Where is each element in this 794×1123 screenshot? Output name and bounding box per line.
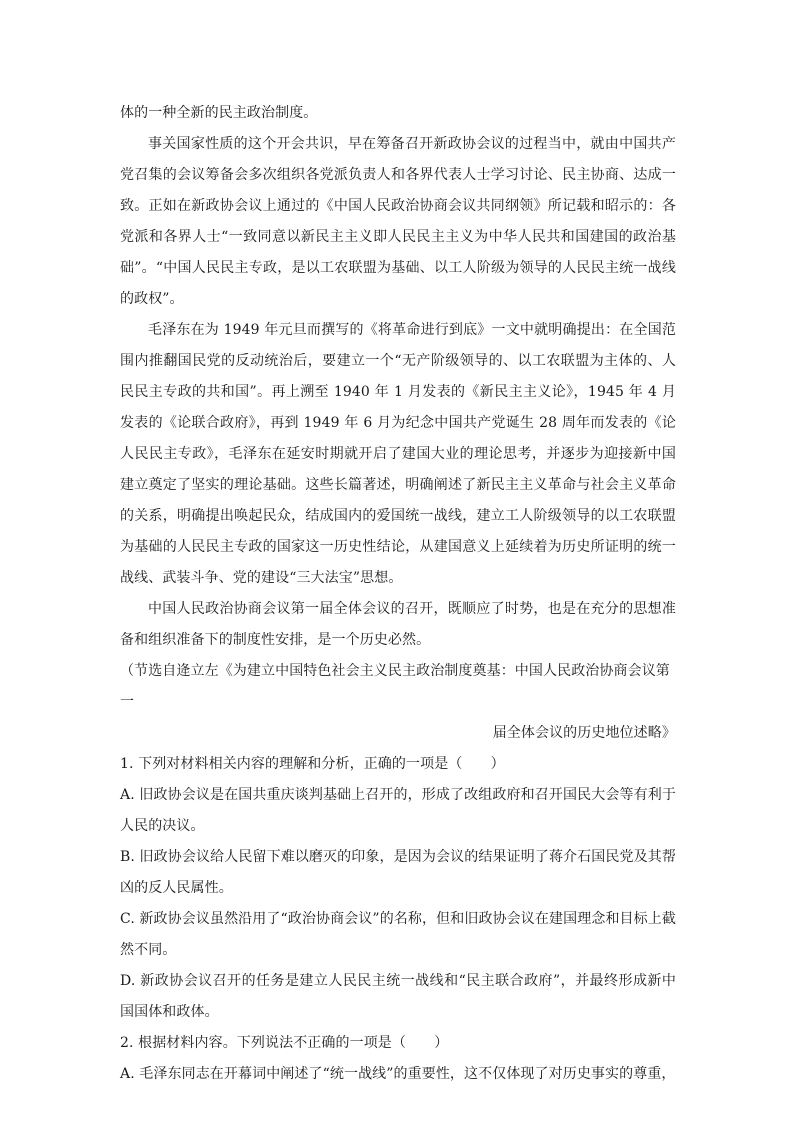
paragraph-1: 体的一种全新的民主政治制度。 — [120, 105, 318, 121]
paragraph-2: 事关国家性质的这个开会共识，早在筹备召开新政协会议的过程当中，就由中国共产党召集的会议筹备会多次组织各党派负责人和各界代表人士学习讨论、民主协商、达成一致。正如在新政协会议上通过的《中国人民政治协商会议共同纲领》所记载和昭示的：各党派和各界人士“一致同意以新民主主义即人民民主主义为中华人民共和国建国的政治基础”。“中国人民民主专政，是以工农联盟为基础、以工人阶级为领导的人民民主统一战线的政权”。 — [120, 136, 676, 307]
question-1-stem: 1. 下列对材料相关内容的理解和分析，正确的一项是（ ） — [120, 756, 505, 772]
document-page — [120, 98, 676, 1090]
question-1-option-b: B. 旧政协会议给人民留下难以磨灭的印象，是因为会议的结果证明了蒋介石国民党及其帮凶的反人民属性。 — [120, 849, 676, 896]
source-citation-line-1: （节选自逄立左《为建立中国特色社会主义民主政治制度奠基：中国人民政治协商会议第一 — [120, 663, 670, 710]
question-2-stem: 2. 根据材料内容。下列说法不正确的一项是（ ） — [120, 1035, 449, 1051]
paragraph-4: 中国人民政治协商会议第一届全体会议的召开，既顺应了时势，也是在充分的思想准备和组织准备下的制度性安排，是一个历史必然。 — [120, 601, 676, 648]
question-2 — [120, 1028, 676, 1090]
paragraph-3: 毛泽东在为 1949 年元旦而撰写的《将革命进行到底》一文中就明确提出：在全国范围内推翻国民党的反动统治后，要建立一个“无产阶级领导的、以工农联盟为主体的、人民民主专政的共和国”。再上溯至 1940 年 1 月发表的《新民主主义论》，1945 年 4 月发表的《论联合政府》，再到 1949 年 6 月为纪念中国共产党诞生 28 周年而发表的《论人民民主专政》，毛泽东在延安时期就开启了建国大业的理论思考，并逐步为迎接新中国建立奠定了坚实的理论基础。这些长篇著述，明确阐述了新民主主义革命与社会主义革命的关系，明确提出唤起民众，结成国内的爱国统一战线，建立工人阶级领导的以工农联盟为基础的人民民主专政的国家这一历史性结论，从建国意义上延续着为历史所证明的统一战线、武装斗争、党的建设“三大法宝”思想。 — [120, 322, 676, 586]
question-1-option-a: A. 旧政协会议是在国共重庆谈判基础上召开的，形成了改组政府和召开国民大会等有利于人民的决议。 — [120, 787, 676, 834]
question-1-option-d: D. 新政协会议召开的任务是建立人民民主统一战线和“民主联合政府”，并最终形成新中国国体和政体。 — [120, 973, 676, 1020]
question-1-option-c: C. 新政协会议虽然沿用了“政治协商会议”的名称，但和旧政协会议在建国理念和目标上截然不同。 — [120, 911, 676, 958]
question-1 — [120, 749, 676, 1028]
question-2-option-a: A. 毛泽东同志在开幕词中阐述了“统一战线”的重要性，这不仅体现了对历史事实的尊重， — [120, 1066, 676, 1082]
source-citation-line-2: 届全体会议的历史地位述略》 — [492, 725, 676, 741]
